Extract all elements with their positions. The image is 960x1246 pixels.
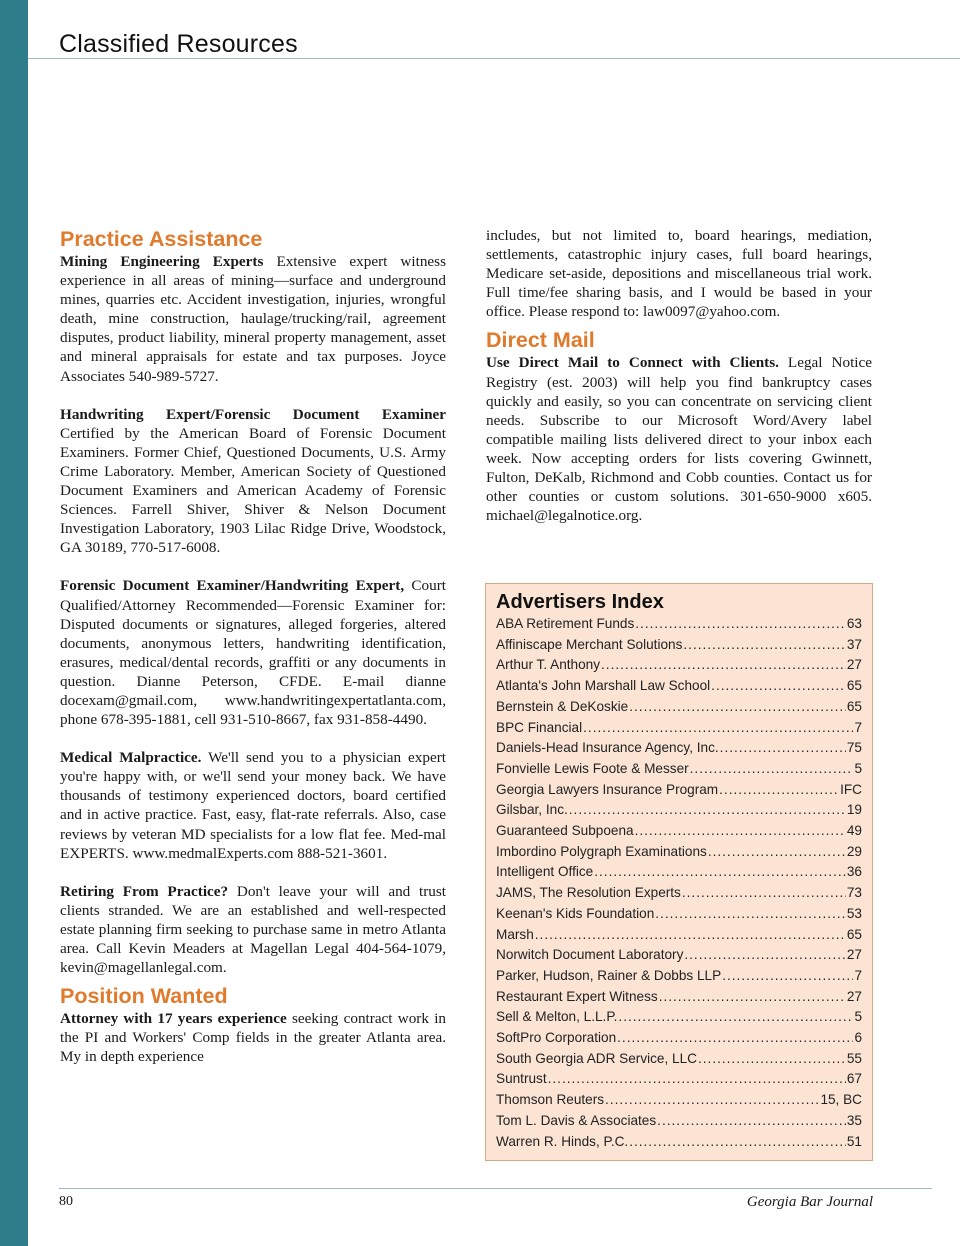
ad-body: seeking contract work in the PI and Workers' Comp fields in the greater Atlanta area. My in depth experience	[60, 1010, 447, 1066]
classified-forensic-document-examiner	[60, 576, 446, 729]
left-column	[60, 226, 446, 1066]
ad-body: Extensive expert witness experience in all areas of mining—surface and underground mines, quarries etc. Accident investigation, injuries, wrongful death, mine construction, haulage/trucking/rail, agreement disputes, product liability, mineral property management, asset and mineral appraisals for estate and tax purposes. Joyce Associates 540-989-5727.	[60, 253, 446, 385]
advertiser-entry	[496, 800, 862, 821]
dot-leader	[684, 945, 846, 966]
advertiser-name: Tom L. Davis & Associates	[496, 1112, 657, 1128]
advertiser-name: ABA Retirement Funds	[496, 616, 635, 631]
advertiser-page: 27	[846, 947, 862, 963]
advertiser-entry	[496, 842, 862, 863]
advertiser-entry	[496, 676, 862, 697]
advertiser-entry	[496, 635, 862, 656]
header-divider	[28, 58, 960, 59]
advertiser-name: Atlanta's John Marshall Law School	[496, 678, 711, 694]
advertiser-page: 53	[846, 905, 862, 921]
advertiser-page: 67	[846, 1071, 862, 1087]
advertiser-page: 27	[846, 988, 862, 1004]
advertiser-entry	[496, 862, 862, 883]
advertiser-entry	[496, 738, 862, 759]
dot-leader	[698, 1049, 846, 1070]
advertiser-page: IFC	[840, 781, 862, 797]
advertisers-index-title: Advertisers Index	[496, 591, 664, 613]
dot-leader	[548, 1069, 846, 1090]
advertiser-name: Daniels-Head Insurance Agency, Inc.	[496, 740, 719, 756]
advertiser-page: 75	[846, 740, 862, 756]
advertiser-entry	[496, 1007, 862, 1028]
advertiser-entry	[496, 883, 862, 904]
advertiser-entry	[496, 1111, 862, 1132]
dot-leader	[569, 800, 846, 821]
advertiser-name: Arthur T. Anthony	[496, 657, 601, 673]
advertiser-name: Keenan's Kids Foundation	[496, 905, 655, 921]
advertiser-page: 36	[846, 864, 862, 880]
dot-leader	[618, 1007, 853, 1028]
dot-leader	[629, 1132, 846, 1153]
advertiser-entry	[496, 1069, 862, 1090]
dot-leader	[719, 780, 839, 801]
advertiser-page: 19	[846, 802, 862, 818]
classified-direct-mail	[486, 353, 872, 525]
ad-body: We'll send you to a physician expert you're happy with, or we'll send your money back. We have thousands of testimony experienced doctors, board certified and in active practice. Fast, easy, flat-rate referrals. Also, case reviews by veteran MD specialists for a low flat fee. Med-mal EXPERTS. www.medmalExperts.com 888-521-3601.	[60, 749, 446, 862]
advertiser-name: BPC Financial	[496, 719, 583, 735]
dot-leader	[605, 1090, 819, 1111]
advertiser-name: Gilsbar, Inc.	[496, 802, 568, 818]
advertiser-page: 15, BC	[820, 1092, 862, 1108]
side-color-bar	[0, 0, 28, 1246]
ad-body: Court Qualified/Attorney Recommended—Forensic Examiner for: Disputed documents or signatures, alleged forgeries, altered documents, anonymous letters, handwriting identification, erasures, medical/dental records, graffiti or any documents in question. Dianne Peterson, CFDE. E-mail dianne docexam@gmail.com, www.handwritingexpertatlanta.com, phone 678-395-1881, cell 931-510-8667, fax 931-858-4490.	[60, 577, 446, 729]
section-heading-position-wanted: Position Wanted	[60, 984, 228, 1009]
advertiser-page: 51	[846, 1133, 862, 1149]
advertiser-name: Guaranteed Subpoena	[496, 823, 634, 839]
advertiser-entry	[496, 780, 862, 801]
page-title: Classified Resources	[59, 30, 298, 58]
section-heading-practice-assistance: Practice Assistance	[60, 227, 263, 251]
ad-lead: Use Direct Mail to Connect with Clients.	[486, 354, 779, 372]
advertiser-name: SoftPro Corporation	[496, 1030, 617, 1046]
advertiser-entry	[496, 718, 862, 739]
dot-leader	[594, 862, 846, 883]
advertiser-name: Warren R. Hinds, P.C.	[496, 1133, 629, 1149]
advertiser-page: 7	[854, 967, 862, 983]
advertiser-entry	[496, 821, 862, 842]
classified-attorney-experience-continued: includes, but not limited to, board hearings, mediation, settlements, catastrophic injury cases, full board hearings, Medicare set-aside, depositions and miscellaneous trial work. Full time/fee sharing basis, and I would be based in your office. Please respond to: law0097@yahoo.com.	[486, 227, 872, 321]
dot-leader	[659, 987, 846, 1008]
advertiser-page: 5	[854, 760, 862, 776]
advertiser-name: JAMS, The Resolution Experts	[496, 885, 681, 901]
classified-medical-malpractice	[60, 748, 446, 863]
advertiser-page: 35	[846, 1112, 862, 1128]
dot-leader	[682, 883, 846, 904]
advertiser-entry	[496, 1090, 862, 1111]
advertiser-name: Fonvielle Lewis Foote & Messer	[496, 760, 689, 776]
dot-leader	[583, 718, 853, 739]
ad-body: Don't leave your will and trust clients stranded. We are an established and well-respected estate planning firm seeking to purchase same in metro Atlanta area. Call Kevin Meaders at Magellan Legal 404-564-1079, kevin@magellanlegal.com.	[60, 882, 446, 977]
advertiser-name: Imbordino Polygraph Examinations	[496, 843, 707, 859]
dot-leader	[690, 759, 854, 780]
classified-mining-engineering	[60, 252, 446, 386]
classified-attorney-experience	[60, 1009, 446, 1066]
dot-leader	[601, 655, 846, 676]
advertiser-name: Intelligent Office	[496, 864, 594, 880]
advertiser-page: 37	[846, 636, 862, 652]
ad-lead: Medical Malpractice.	[60, 749, 202, 767]
advertiser-name: Restaurant Expert Witness	[496, 988, 658, 1004]
advertiser-entry	[496, 759, 862, 780]
advertiser-page: 65	[846, 678, 862, 694]
advertiser-name: Affiniscape Merchant Solutions	[496, 636, 683, 652]
dot-leader	[720, 738, 846, 759]
advertiser-name: Bernstein & DeKoskie	[496, 698, 629, 714]
advertiser-name: South Georgia ADR Service, LLC	[496, 1050, 697, 1066]
dot-leader	[635, 821, 846, 842]
ad-lead: Forensic Document Examiner/Handwriting Expert,	[60, 577, 405, 595]
advertiser-name: Parker, Hudson, Rainer & Dobbs LLP	[496, 967, 722, 983]
journal-name: Georgia Bar Journal	[746, 1194, 873, 1210]
advertiser-entry	[496, 987, 862, 1008]
advertiser-page: 73	[846, 885, 862, 901]
advertiser-entry	[496, 1132, 862, 1153]
advertiser-entry	[496, 1028, 862, 1049]
ad-lead: Mining Engineering Experts	[60, 253, 264, 270]
advertiser-page: 6	[854, 1030, 862, 1046]
advertiser-name: Sell & Melton, L.L.P.	[496, 1009, 618, 1025]
ad-body: Certified by the American Board of Forensic Document Examiners. Former Chief, Questioned Documents, U.S. Army Crime Laboratory. Member, American Society of Questioned Document Examiners and American Academy of Forensic Sciences. Farrell Shiver, Shiver & Nelson Document Investigation Laboratory, 1903 Lilac Ridge Drive, Woodstock, GA 30189, 770-517-6008.	[60, 424, 446, 557]
advertiser-page: 55	[846, 1050, 862, 1066]
advertiser-name: Georgia Lawyers Insurance Program	[496, 781, 719, 797]
advertiser-entry	[496, 697, 862, 718]
advertisers-index-box	[485, 583, 873, 1161]
advertiser-entry	[496, 655, 862, 676]
advertiser-name: Thomson Reuters	[496, 1092, 605, 1108]
advertiser-entry	[496, 925, 862, 946]
advertiser-name: Marsh	[496, 926, 534, 942]
dot-leader	[617, 1028, 853, 1049]
advertiser-page: 29	[846, 843, 862, 859]
dot-leader	[722, 966, 853, 987]
dot-leader	[629, 697, 846, 718]
advertiser-page: 65	[846, 926, 862, 942]
dot-leader	[535, 925, 846, 946]
footer-divider	[59, 1188, 932, 1189]
dot-leader	[657, 1111, 846, 1132]
dot-leader	[711, 676, 846, 697]
dot-leader	[635, 614, 846, 635]
classified-handwriting-expert	[60, 405, 446, 558]
advertiser-entry	[496, 904, 862, 925]
page-number: 80	[59, 1194, 73, 1209]
classified-retiring-from-practice	[60, 882, 446, 977]
dot-leader	[683, 635, 845, 656]
dot-leader	[708, 842, 846, 863]
advertiser-entry	[496, 614, 862, 635]
advertiser-page: 5	[854, 1009, 862, 1025]
ad-body: Legal Notice Registry (est. 2003) will help you find bankruptcy cases quickly and easily, so you can concentrate on servicing client needs. Subscribe to our Microsoft Word/Avery label compatible mailing lists delivered direct to your inbox each week. Now accepting orders for lists covering Gwinnett, Fulton, DeKalb, Richmond and Cobb counties. Contact us for other counties or custom solutions. 301-650-9000 x605. michael@legalnotice.org.	[486, 354, 872, 525]
ad-lead: Attorney with 17 years experience	[60, 1010, 287, 1028]
advertiser-page: 65	[846, 698, 862, 714]
advertiser-entry	[496, 945, 862, 966]
advertiser-page: 49	[846, 823, 862, 839]
ad-lead: Retiring From Practice?	[60, 882, 229, 900]
advertiser-page: 7	[854, 719, 862, 735]
advertiser-page: 27	[846, 657, 862, 673]
section-heading-direct-mail: Direct Mail	[486, 328, 595, 353]
advertiser-page: 63	[846, 616, 862, 631]
right-column	[486, 226, 872, 525]
advertiser-entry	[496, 966, 862, 987]
advertiser-name: Norwitch Document Laboratory	[496, 947, 684, 963]
dot-leader	[655, 904, 846, 925]
advertisers-index-list	[496, 614, 862, 1152]
ad-lead: Handwriting Expert/Forensic Document Examiner	[60, 405, 446, 423]
advertiser-name: Suntrust	[496, 1071, 547, 1087]
advertiser-entry	[496, 1049, 862, 1070]
